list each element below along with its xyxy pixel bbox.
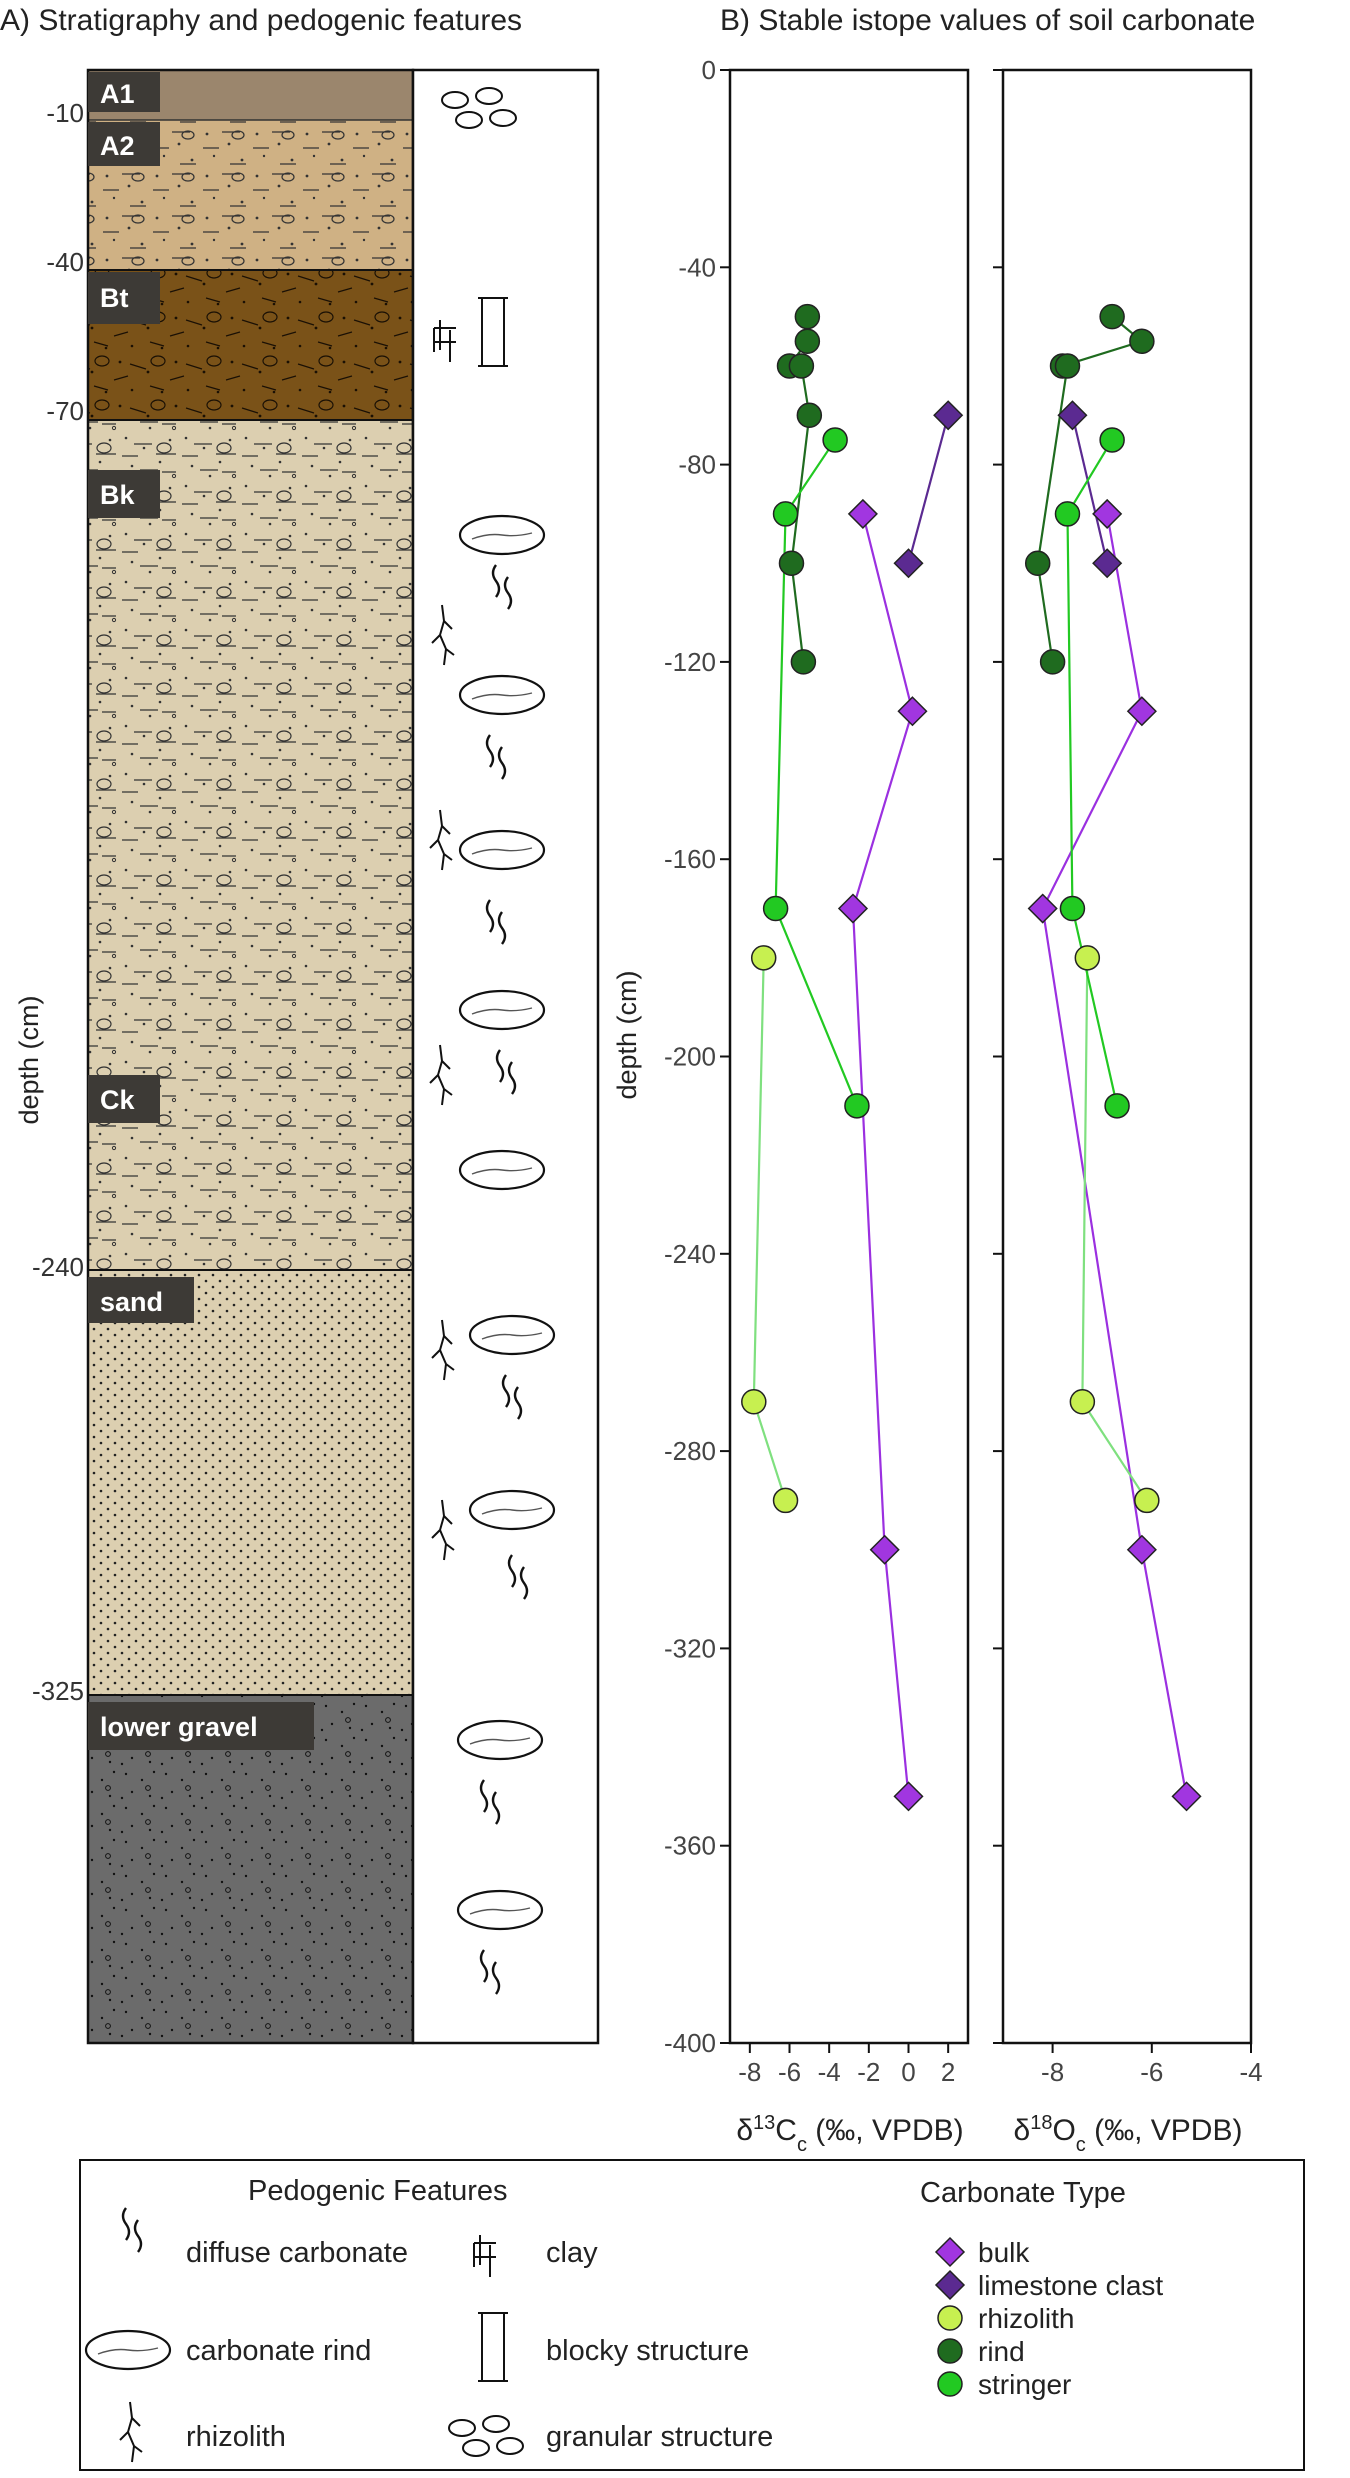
legend-item-rhizolith: rhizolith bbox=[978, 2303, 1075, 2334]
panel-a-title: A) Stratigraphy and pedogenic features bbox=[0, 4, 522, 37]
x-tick-label: -4 bbox=[1239, 2057, 1263, 2087]
y-tick-label: -400 bbox=[663, 2028, 716, 2058]
x-tick-label: -2 bbox=[857, 2057, 881, 2087]
panel-a-ylabel: depth (cm) bbox=[14, 995, 44, 1125]
horizon-bk-ck-fill bbox=[88, 420, 413, 1270]
point-rind bbox=[789, 354, 813, 378]
point-stringer bbox=[845, 1094, 869, 1118]
point-stringer bbox=[1100, 428, 1124, 452]
point-stringer bbox=[764, 897, 788, 921]
legend-item-bulk: bulk bbox=[978, 2237, 1030, 2268]
legend-marker-rind bbox=[938, 2339, 962, 2363]
y-tick-label: -80 bbox=[678, 449, 716, 480]
legend-item-carbonate-rind: carbonate rind bbox=[186, 2335, 372, 2367]
legend-pedogenic-title: Pedogenic Features bbox=[248, 2175, 508, 2207]
legend-carbonate-title: Carbonate Type bbox=[920, 2177, 1126, 2209]
carbonate-rind-icon bbox=[460, 1151, 544, 1189]
point-rhizolith bbox=[742, 1390, 766, 1414]
carbonate-rind-icon bbox=[460, 831, 544, 869]
point-rhizolith bbox=[1135, 1488, 1159, 1512]
horizon-label-a1: A1 bbox=[100, 79, 135, 109]
plot-frame bbox=[730, 70, 968, 2043]
carbonate-rind-icon bbox=[458, 1721, 542, 1759]
carbonate-rind-icon bbox=[470, 1316, 554, 1354]
carbonate-rind-icon bbox=[460, 991, 544, 1029]
d18o-xlabel: $\delta^{18}O_c$ (‰, VPDB) bbox=[1013, 2112, 1243, 2156]
y-tick-label: -160 bbox=[663, 844, 716, 875]
carbonate-rind-icon bbox=[86, 2331, 170, 2369]
carbonate-rind-icon bbox=[460, 516, 544, 554]
x-tick-label: -8 bbox=[738, 2057, 762, 2087]
point-rind bbox=[1041, 650, 1065, 674]
point-rind bbox=[1026, 551, 1050, 575]
depth-labels bbox=[32, 98, 84, 1706]
horizon-label-sand: sand bbox=[100, 1287, 164, 1317]
point-rind bbox=[779, 551, 803, 575]
y-tick-label: -320 bbox=[663, 1633, 716, 1664]
x-tick-label: 0 bbox=[901, 2057, 916, 2087]
horizon-label-a2: A2 bbox=[100, 131, 135, 161]
depth-label: -70 bbox=[46, 396, 84, 426]
legend-item-clay: clay bbox=[546, 2237, 598, 2269]
y-tick-label: -40 bbox=[678, 252, 716, 283]
x-tick-label: -6 bbox=[777, 2057, 802, 2087]
point-rind bbox=[795, 305, 819, 329]
plot-frame bbox=[1003, 70, 1251, 2043]
point-stringer bbox=[1060, 897, 1084, 921]
depth-label: -40 bbox=[46, 247, 84, 277]
y-tick-label: -240 bbox=[663, 1238, 716, 1269]
legend-item-rind: rind bbox=[978, 2336, 1025, 2367]
point-stringer bbox=[823, 428, 847, 452]
legend-item-granular-structure: granular structure bbox=[546, 2421, 774, 2453]
d18o-plot bbox=[993, 70, 1263, 2087]
panel-b-ylabel: depth (cm) bbox=[612, 970, 642, 1100]
point-rind bbox=[1130, 329, 1154, 353]
horizon-label-ck: Ck bbox=[100, 1085, 135, 1115]
horizon-label-bk: Bk bbox=[100, 480, 135, 510]
point-rhizolith bbox=[1070, 1390, 1094, 1414]
point-rhizolith bbox=[774, 1488, 798, 1512]
y-tick-label: 0 bbox=[701, 55, 716, 85]
horizon-sand-fill bbox=[88, 1270, 413, 1695]
legend-item-diffuse-carbonate: diffuse carbonate bbox=[186, 2237, 408, 2269]
legend-item-rhizolith: rhizolith bbox=[186, 2421, 286, 2453]
y-tick-label: -200 bbox=[663, 1041, 716, 1072]
point-rhizolith bbox=[1075, 946, 1099, 970]
carbonate-rind-icon bbox=[458, 1891, 542, 1929]
point-stringer bbox=[1105, 1094, 1129, 1118]
x-tick-label: -6 bbox=[1140, 2057, 1164, 2087]
depth-label: -325 bbox=[31, 1676, 84, 1706]
y-tick-label: -280 bbox=[663, 1436, 716, 1467]
x-tick-label: -8 bbox=[1041, 2057, 1065, 2087]
d13c-xlabel: $\delta^{13}C_c$ (‰, VPDB) bbox=[736, 2112, 964, 2156]
point-rind bbox=[791, 650, 815, 674]
y-tick-label: -360 bbox=[663, 1830, 716, 1861]
depth-label: -240 bbox=[31, 1252, 84, 1282]
horizon-label-lower-gravel: lower gravel bbox=[100, 1712, 258, 1742]
panel-b-title: B) Stable istope values of soil carbonate bbox=[720, 4, 1256, 37]
d13c-plot bbox=[664, 55, 968, 2087]
point-stringer bbox=[1055, 502, 1079, 526]
legend-item-stringer: stringer bbox=[978, 2369, 1072, 2400]
depth-label: -10 bbox=[46, 98, 84, 128]
legend-item-blocky-structure: blocky structure bbox=[546, 2335, 750, 2367]
point-rind bbox=[1055, 354, 1079, 378]
point-stringer bbox=[774, 502, 798, 526]
horizon-label-bt: Bt bbox=[100, 283, 129, 313]
legend-marker-stringer bbox=[938, 2372, 962, 2396]
x-tick-label: -4 bbox=[817, 2057, 841, 2087]
legend-item-limestone-clast: limestone clast bbox=[978, 2270, 1164, 2301]
x-tick-label: 2 bbox=[940, 2057, 956, 2087]
y-tick-label: -120 bbox=[663, 646, 716, 677]
carbonate-rind-icon bbox=[460, 676, 544, 714]
point-rind bbox=[1100, 305, 1124, 329]
point-rind bbox=[795, 329, 819, 353]
legend-marker-rhizolith bbox=[938, 2306, 962, 2330]
point-rind bbox=[797, 403, 821, 427]
point-rhizolith bbox=[752, 946, 776, 970]
carbonate-rind-icon bbox=[470, 1491, 554, 1529]
